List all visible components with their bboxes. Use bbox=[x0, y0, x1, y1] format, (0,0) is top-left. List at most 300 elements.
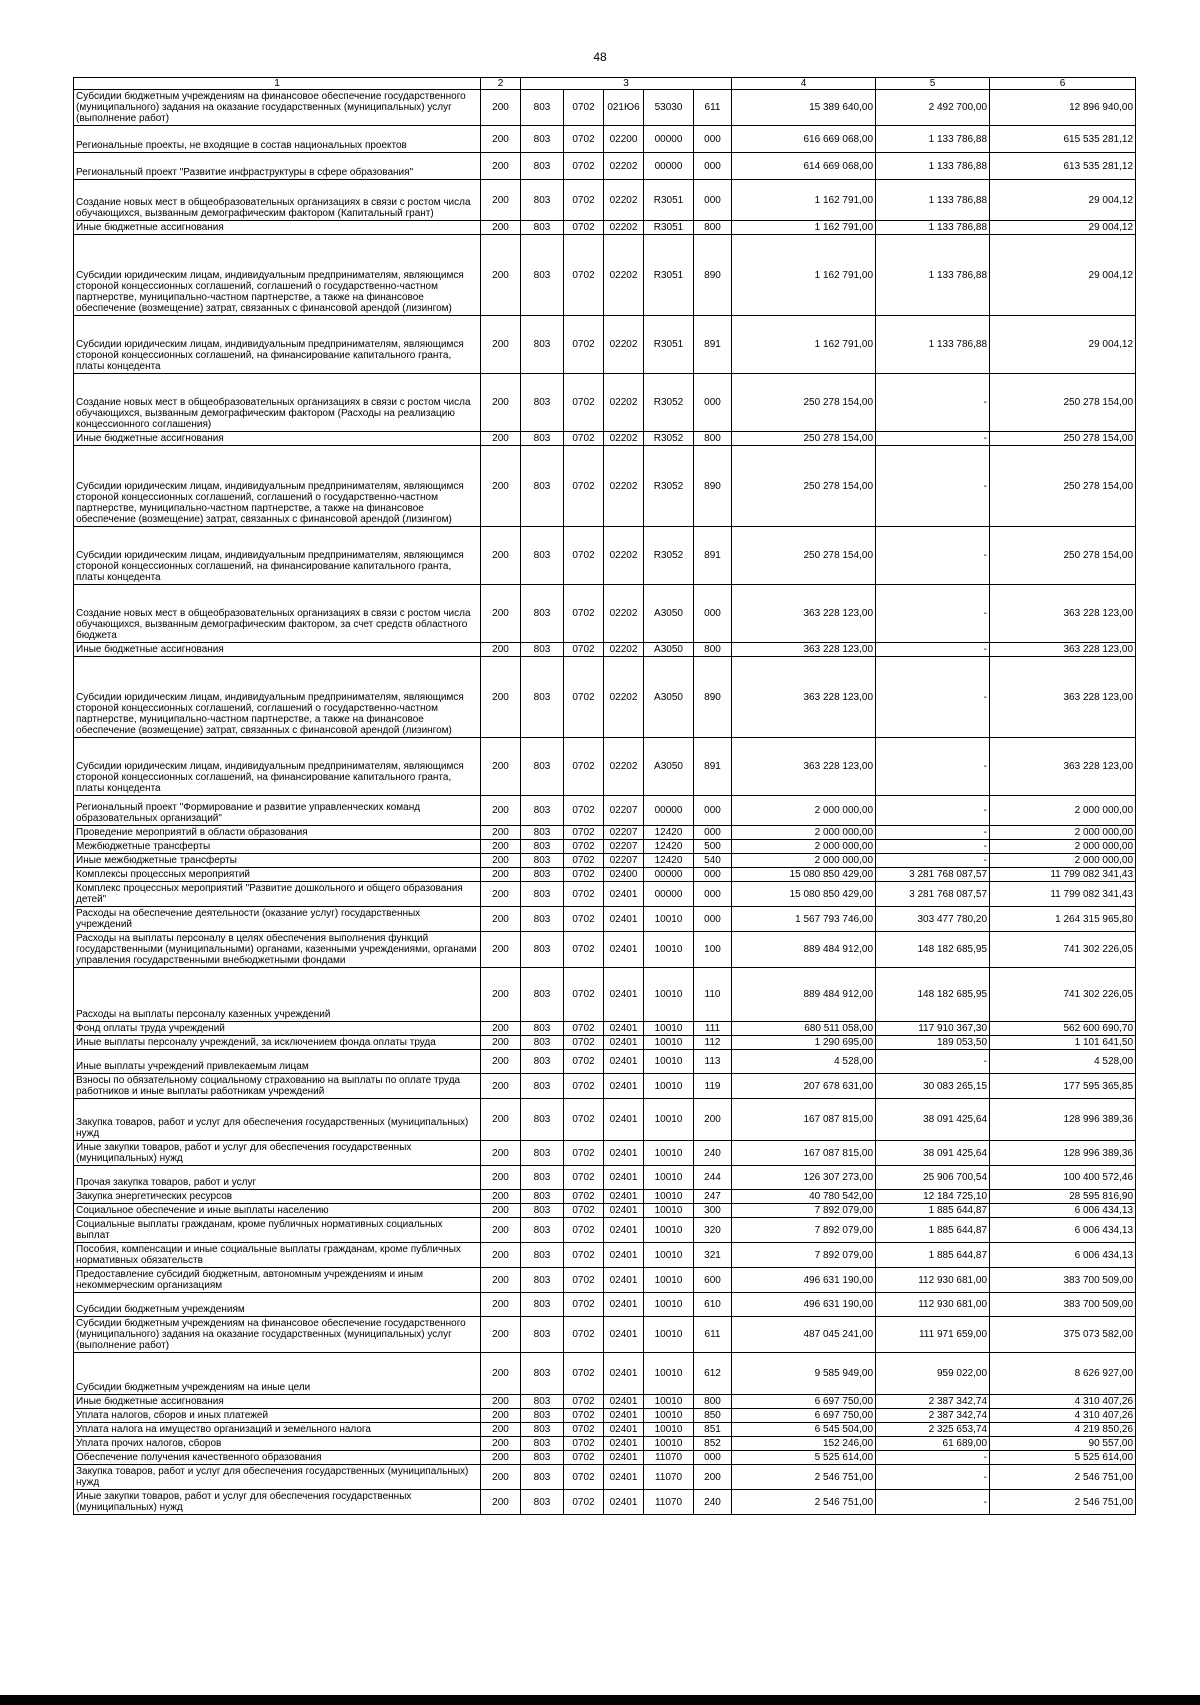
cell-c2: 803 bbox=[521, 1022, 564, 1036]
cell-c1: 200 bbox=[481, 1204, 521, 1218]
scan-bottom-edge bbox=[0, 1695, 1200, 1705]
table-row bbox=[74, 657, 1136, 738]
cell-v6: 562 600 690,70 bbox=[990, 1022, 1136, 1036]
cell-c5: R3051 bbox=[644, 180, 694, 221]
cell-c1: 200 bbox=[481, 1437, 521, 1451]
cell-name: Иные выплаты учреждений привлекаемым лицам bbox=[74, 1050, 481, 1074]
table-row bbox=[74, 1218, 1136, 1243]
cell-c2: 803 bbox=[521, 1099, 564, 1141]
cell-c5: 11070 bbox=[644, 1451, 694, 1465]
cell-name: Социальное обеспечение и иные выплаты населению bbox=[74, 1204, 481, 1218]
cell-c6: 119 bbox=[694, 1074, 732, 1099]
cell-c3: 0702 bbox=[564, 1317, 604, 1353]
cell-v5: - bbox=[876, 1451, 990, 1465]
cell-c6: 800 bbox=[694, 432, 732, 446]
cell-v4: 1 290 695,00 bbox=[732, 1036, 876, 1050]
cell-v4: 15 080 850 429,00 bbox=[732, 868, 876, 882]
cell-v6: 615 535 281,12 bbox=[990, 126, 1136, 153]
cell-c6: 300 bbox=[694, 1204, 732, 1218]
cell-name: Расходы на выплаты персоналу в целях обеспечения выполнения функций государственными (муниципальными) органами, казенными учреждениями, органами управления государственными внебюджетными фондами bbox=[74, 932, 481, 968]
cell-name: Обеспечение получения качественного образования bbox=[74, 1451, 481, 1465]
cell-v4: 1 162 791,00 bbox=[732, 180, 876, 221]
cell-c2: 803 bbox=[521, 1317, 564, 1353]
cell-name: Предоставление субсидий бюджетным, автономным учреждениям и иным некоммерческим организациям bbox=[74, 1268, 481, 1293]
cell-c4: 02401 bbox=[604, 1437, 644, 1451]
cell-c1: 200 bbox=[481, 968, 521, 1022]
cell-v4: 7 892 079,00 bbox=[732, 1218, 876, 1243]
cell-v4: 2 546 751,00 bbox=[732, 1465, 876, 1490]
cell-c6: 891 bbox=[694, 738, 732, 796]
cell-c5: 10010 bbox=[644, 1243, 694, 1268]
cell-v4: 496 631 190,00 bbox=[732, 1293, 876, 1317]
cell-c1: 200 bbox=[481, 1099, 521, 1141]
cell-c5: 10010 bbox=[644, 1268, 694, 1293]
cell-v5: - bbox=[876, 854, 990, 868]
table-row bbox=[74, 153, 1136, 180]
cell-c5: R3051 bbox=[644, 235, 694, 316]
cell-c3: 0702 bbox=[564, 1353, 604, 1395]
cell-name: Иные закупки товаров, работ и услуг для обеспечения государственных (муниципальных) нужд bbox=[74, 1490, 481, 1515]
cell-c3: 0702 bbox=[564, 1243, 604, 1268]
header-col-1: 1 bbox=[74, 78, 481, 90]
cell-c2: 803 bbox=[521, 1218, 564, 1243]
cell-c2: 803 bbox=[521, 432, 564, 446]
cell-c6: 000 bbox=[694, 868, 732, 882]
cell-c4: 02401 bbox=[604, 1022, 644, 1036]
cell-v4: 363 228 123,00 bbox=[732, 643, 876, 657]
cell-c3: 0702 bbox=[564, 374, 604, 432]
cell-c4: 02207 bbox=[604, 840, 644, 854]
cell-c3: 0702 bbox=[564, 1490, 604, 1515]
cell-c4: 02401 bbox=[604, 1218, 644, 1243]
cell-c1: 200 bbox=[481, 1050, 521, 1074]
table-row bbox=[74, 585, 1136, 643]
cell-v4: 1 162 791,00 bbox=[732, 235, 876, 316]
cell-c6: 111 bbox=[694, 1022, 732, 1036]
cell-c2: 803 bbox=[521, 126, 564, 153]
cell-c1: 200 bbox=[481, 854, 521, 868]
cell-c2: 803 bbox=[521, 1395, 564, 1409]
cell-c3: 0702 bbox=[564, 527, 604, 585]
cell-c5: 10010 bbox=[644, 1204, 694, 1218]
cell-c4: 02401 bbox=[604, 1074, 644, 1099]
cell-v4: 6 697 750,00 bbox=[732, 1395, 876, 1409]
cell-c6: 600 bbox=[694, 1268, 732, 1293]
cell-v5: 2 387 342,74 bbox=[876, 1395, 990, 1409]
cell-v5: 148 182 685,95 bbox=[876, 968, 990, 1022]
cell-c4: 02202 bbox=[604, 738, 644, 796]
cell-c1: 200 bbox=[481, 1036, 521, 1050]
cell-c1: 200 bbox=[481, 882, 521, 907]
cell-c1: 200 bbox=[481, 1490, 521, 1515]
cell-c3: 0702 bbox=[564, 153, 604, 180]
cell-c1: 200 bbox=[481, 221, 521, 235]
table-row bbox=[74, 1022, 1136, 1036]
table-row bbox=[74, 1423, 1136, 1437]
header-col-6: 6 bbox=[990, 78, 1136, 90]
cell-c5: 10010 bbox=[644, 1395, 694, 1409]
cell-c5: R3052 bbox=[644, 527, 694, 585]
cell-name: Иные бюджетные ассигнования bbox=[74, 1395, 481, 1409]
cell-c2: 803 bbox=[521, 153, 564, 180]
cell-c1: 200 bbox=[481, 585, 521, 643]
cell-c5: 10010 bbox=[644, 1317, 694, 1353]
cell-v4: 889 484 912,00 bbox=[732, 968, 876, 1022]
cell-c5: А3050 bbox=[644, 738, 694, 796]
cell-c1: 200 bbox=[481, 153, 521, 180]
cell-c6: 611 bbox=[694, 90, 732, 126]
cell-c3: 0702 bbox=[564, 657, 604, 738]
cell-c1: 200 bbox=[481, 1409, 521, 1423]
cell-v4: 250 278 154,00 bbox=[732, 446, 876, 527]
cell-v5: 25 906 700,54 bbox=[876, 1166, 990, 1190]
cell-v6: 128 996 389,36 bbox=[990, 1141, 1136, 1166]
cell-c6: 000 bbox=[694, 153, 732, 180]
cell-c5: R3052 bbox=[644, 446, 694, 527]
cell-c4: 02202 bbox=[604, 180, 644, 221]
cell-name: Субсидии юридическим лицам, индивидуальным предпринимателям, являющимся стороной концессионных соглашений, соглашений о государственно-частном партнерстве, муниципально-частном партнерстве, а также на финансовое обеспечение (возмещение) затрат, связанных с финансовой арендой (лизингом) bbox=[74, 657, 481, 738]
cell-c2: 803 bbox=[521, 796, 564, 826]
cell-c1: 200 bbox=[481, 374, 521, 432]
cell-c5: 12420 bbox=[644, 826, 694, 840]
cell-name: Создание новых мест в общеобразовательных организациях в связи с ростом числа обучающихся, вызванным демографическим фактором (Расходы на реализацию концессионного соглашения) bbox=[74, 374, 481, 432]
cell-name: Субсидии юридическим лицам, индивидуальным предпринимателям, являющимся стороной концессионных соглашений, на финансирование капитального гранта, платы концедента bbox=[74, 738, 481, 796]
cell-c5: 00000 bbox=[644, 882, 694, 907]
cell-c4: 02401 bbox=[604, 1050, 644, 1074]
cell-v6: 375 073 582,00 bbox=[990, 1317, 1136, 1353]
cell-v6: 613 535 281,12 bbox=[990, 153, 1136, 180]
cell-c4: 02401 bbox=[604, 1353, 644, 1395]
cell-name: Создание новых мест в общеобразовательных организациях в связи с ростом числа обучающихся, вызванным демографическим фактором (Капитальный грант) bbox=[74, 180, 481, 221]
cell-c1: 200 bbox=[481, 90, 521, 126]
cell-c2: 803 bbox=[521, 826, 564, 840]
cell-c1: 200 bbox=[481, 432, 521, 446]
cell-c6: 612 bbox=[694, 1353, 732, 1395]
cell-name: Региональный проект "Развитие инфраструктуры в сфере образования" bbox=[74, 153, 481, 180]
cell-v5: 112 930 681,00 bbox=[876, 1268, 990, 1293]
cell-c4: 02401 bbox=[604, 1317, 644, 1353]
table-row bbox=[74, 882, 1136, 907]
cell-c6: 500 bbox=[694, 840, 732, 854]
cell-c4: 02202 bbox=[604, 235, 644, 316]
cell-v6: 2 000 000,00 bbox=[990, 826, 1136, 840]
cell-c2: 803 bbox=[521, 585, 564, 643]
table-row bbox=[74, 1050, 1136, 1074]
cell-v6: 29 004,12 bbox=[990, 180, 1136, 221]
cell-v4: 1 567 793 746,00 bbox=[732, 907, 876, 932]
table-row bbox=[74, 90, 1136, 126]
cell-c6: 540 bbox=[694, 854, 732, 868]
cell-c4: 02207 bbox=[604, 854, 644, 868]
cell-c5: R3052 bbox=[644, 432, 694, 446]
cell-name: Субсидии бюджетным учреждениям на финансовое обеспечение государственного (муниципального) задания на оказание государственных (муниципальных) услуг (выполнение работ) bbox=[74, 90, 481, 126]
cell-c6: 891 bbox=[694, 316, 732, 374]
cell-c1: 200 bbox=[481, 840, 521, 854]
cell-c2: 803 bbox=[521, 868, 564, 882]
cell-c5: 10010 bbox=[644, 1050, 694, 1074]
table-row bbox=[74, 840, 1136, 854]
cell-v6: 28 595 816,90 bbox=[990, 1190, 1136, 1204]
cell-c5: 10010 bbox=[644, 907, 694, 932]
cell-v6: 2 000 000,00 bbox=[990, 854, 1136, 868]
cell-c3: 0702 bbox=[564, 738, 604, 796]
cell-c4: 02202 bbox=[604, 643, 644, 657]
cell-name: Расходы на обеспечение деятельности (оказание услуг) государственных учреждений bbox=[74, 907, 481, 932]
cell-c4: 02401 bbox=[604, 907, 644, 932]
table-row bbox=[74, 1293, 1136, 1317]
cell-name: Иные бюджетные ассигнования bbox=[74, 643, 481, 657]
cell-v4: 250 278 154,00 bbox=[732, 432, 876, 446]
cell-v5: - bbox=[876, 1050, 990, 1074]
cell-c3: 0702 bbox=[564, 1022, 604, 1036]
cell-v5: - bbox=[876, 643, 990, 657]
cell-c5: 12420 bbox=[644, 854, 694, 868]
cell-c4: 02401 bbox=[604, 968, 644, 1022]
cell-v5: 189 053,50 bbox=[876, 1036, 990, 1050]
cell-c4: 02401 bbox=[604, 1243, 644, 1268]
table-row bbox=[74, 1451, 1136, 1465]
table-row bbox=[74, 432, 1136, 446]
cell-v5: 38 091 425,64 bbox=[876, 1099, 990, 1141]
cell-c5: 00000 bbox=[644, 796, 694, 826]
cell-c4: 02202 bbox=[604, 153, 644, 180]
cell-c4: 02401 bbox=[604, 1490, 644, 1515]
cell-c6: 240 bbox=[694, 1141, 732, 1166]
cell-v6: 4 528,00 bbox=[990, 1050, 1136, 1074]
cell-c5: R3051 bbox=[644, 221, 694, 235]
table-row bbox=[74, 868, 1136, 882]
cell-name: Расходы на выплаты персоналу казенных учреждений bbox=[74, 968, 481, 1022]
page-number: 48 bbox=[593, 50, 607, 64]
cell-v6: 8 626 927,00 bbox=[990, 1353, 1136, 1395]
cell-c3: 0702 bbox=[564, 868, 604, 882]
cell-c3: 0702 bbox=[564, 932, 604, 968]
table-row bbox=[74, 643, 1136, 657]
cell-c3: 0702 bbox=[564, 316, 604, 374]
cell-v6: 363 228 123,00 bbox=[990, 643, 1136, 657]
cell-c6: 000 bbox=[694, 374, 732, 432]
cell-name: Субсидии юридическим лицам, индивидуальным предпринимателям, являющимся стороной концессионных соглашений, на финансирование капитального гранта, платы концедента bbox=[74, 527, 481, 585]
cell-c3: 0702 bbox=[564, 1437, 604, 1451]
cell-c5: 10010 bbox=[644, 968, 694, 1022]
cell-c1: 200 bbox=[481, 1218, 521, 1243]
table-row bbox=[74, 1317, 1136, 1353]
cell-v5: 112 930 681,00 bbox=[876, 1293, 990, 1317]
cell-v6: 4 310 407,26 bbox=[990, 1409, 1136, 1423]
cell-c4: 02401 bbox=[604, 1166, 644, 1190]
table-row bbox=[74, 1490, 1136, 1515]
cell-v4: 496 631 190,00 bbox=[732, 1268, 876, 1293]
cell-c6: 000 bbox=[694, 796, 732, 826]
cell-c3: 0702 bbox=[564, 643, 604, 657]
cell-c4: 02401 bbox=[604, 1293, 644, 1317]
cell-c6: 000 bbox=[694, 1451, 732, 1465]
table-row bbox=[74, 1074, 1136, 1099]
cell-c1: 200 bbox=[481, 1268, 521, 1293]
cell-c1: 200 bbox=[481, 235, 521, 316]
cell-c4: 02202 bbox=[604, 657, 644, 738]
cell-c5: 10010 bbox=[644, 1099, 694, 1141]
cell-c2: 803 bbox=[521, 1243, 564, 1268]
table-row bbox=[74, 1437, 1136, 1451]
cell-name: Закупка товаров, работ и услуг для обеспечения государственных (муниципальных) нужд bbox=[74, 1465, 481, 1490]
cell-v4: 152 246,00 bbox=[732, 1437, 876, 1451]
cell-c5: 10010 bbox=[644, 1022, 694, 1036]
cell-c1: 200 bbox=[481, 126, 521, 153]
cell-v4: 614 669 068,00 bbox=[732, 153, 876, 180]
cell-v5: - bbox=[876, 826, 990, 840]
cell-c3: 0702 bbox=[564, 1141, 604, 1166]
cell-v6: 4 310 407,26 bbox=[990, 1395, 1136, 1409]
cell-c6: 851 bbox=[694, 1423, 732, 1437]
table-row bbox=[74, 1166, 1136, 1190]
cell-v6: 90 557,00 bbox=[990, 1437, 1136, 1451]
cell-c6: 100 bbox=[694, 932, 732, 968]
cell-c3: 0702 bbox=[564, 1409, 604, 1423]
cell-c6: 000 bbox=[694, 585, 732, 643]
cell-v6: 29 004,12 bbox=[990, 316, 1136, 374]
cell-c4: 02401 bbox=[604, 1268, 644, 1293]
cell-c6: 000 bbox=[694, 180, 732, 221]
cell-v5: 1 885 644,87 bbox=[876, 1218, 990, 1243]
cell-c3: 0702 bbox=[564, 126, 604, 153]
cell-v4: 6 697 750,00 bbox=[732, 1409, 876, 1423]
cell-c2: 803 bbox=[521, 374, 564, 432]
cell-v6: 177 595 365,85 bbox=[990, 1074, 1136, 1099]
table-row bbox=[74, 1036, 1136, 1050]
cell-name: Региональные проекты, не входящие в состав национальных проектов bbox=[74, 126, 481, 153]
cell-c6: 890 bbox=[694, 235, 732, 316]
cell-c6: 247 bbox=[694, 1190, 732, 1204]
cell-c1: 200 bbox=[481, 657, 521, 738]
cell-name: Закупка энергетических ресурсов bbox=[74, 1190, 481, 1204]
cell-v5: 2 325 653,74 bbox=[876, 1423, 990, 1437]
cell-c2: 803 bbox=[521, 643, 564, 657]
cell-v5: - bbox=[876, 796, 990, 826]
table-row bbox=[74, 738, 1136, 796]
cell-v6: 250 278 154,00 bbox=[990, 446, 1136, 527]
cell-v6: 250 278 154,00 bbox=[990, 374, 1136, 432]
cell-c3: 0702 bbox=[564, 221, 604, 235]
cell-v6: 4 219 850,26 bbox=[990, 1423, 1136, 1437]
cell-v4: 126 307 273,00 bbox=[732, 1166, 876, 1190]
cell-v5: - bbox=[876, 446, 990, 527]
cell-c4: 02202 bbox=[604, 374, 644, 432]
cell-v4: 1 162 791,00 bbox=[732, 221, 876, 235]
cell-name: Иные закупки товаров, работ и услуг для обеспечения государственных (муниципальных) нужд bbox=[74, 1141, 481, 1166]
cell-c3: 0702 bbox=[564, 1074, 604, 1099]
cell-c3: 0702 bbox=[564, 1099, 604, 1141]
table-row bbox=[74, 854, 1136, 868]
cell-name: Закупка товаров, работ и услуг для обеспечения государственных (муниципальных) нужд bbox=[74, 1099, 481, 1141]
table-row bbox=[74, 1099, 1136, 1141]
cell-c6: 000 bbox=[694, 907, 732, 932]
cell-c6: 000 bbox=[694, 882, 732, 907]
cell-v6: 2 546 751,00 bbox=[990, 1465, 1136, 1490]
cell-v4: 167 087 815,00 bbox=[732, 1141, 876, 1166]
cell-c1: 200 bbox=[481, 907, 521, 932]
cell-c2: 803 bbox=[521, 932, 564, 968]
cell-c6: 200 bbox=[694, 1465, 732, 1490]
cell-c1: 200 bbox=[481, 932, 521, 968]
table-row bbox=[74, 1353, 1136, 1395]
cell-name: Субсидии бюджетным учреждениям на иные цели bbox=[74, 1353, 481, 1395]
cell-c3: 0702 bbox=[564, 1293, 604, 1317]
cell-c1: 200 bbox=[481, 1395, 521, 1409]
cell-c2: 803 bbox=[521, 1437, 564, 1451]
cell-v4: 2 000 000,00 bbox=[732, 796, 876, 826]
cell-v4: 6 545 504,00 bbox=[732, 1423, 876, 1437]
cell-c6: 611 bbox=[694, 1317, 732, 1353]
cell-c2: 803 bbox=[521, 1409, 564, 1423]
cell-c5: 10010 bbox=[644, 1141, 694, 1166]
cell-c6: 113 bbox=[694, 1050, 732, 1074]
cell-v5: - bbox=[876, 585, 990, 643]
cell-v5: 1 133 786,88 bbox=[876, 316, 990, 374]
cell-c3: 0702 bbox=[564, 446, 604, 527]
cell-c4: 02207 bbox=[604, 796, 644, 826]
table-body bbox=[74, 90, 1136, 1515]
cell-c4: 02207 bbox=[604, 826, 644, 840]
cell-name: Уплата прочих налогов, сборов bbox=[74, 1437, 481, 1451]
cell-c6: 800 bbox=[694, 221, 732, 235]
cell-v6: 12 896 940,00 bbox=[990, 90, 1136, 126]
cell-v5: - bbox=[876, 374, 990, 432]
cell-c1: 200 bbox=[481, 180, 521, 221]
cell-name: Субсидии юридическим лицам, индивидуальным предпринимателям, являющимся стороной концессионных соглашений, соглашений о государственно-частном партнерстве, муниципально-частном партнерстве, а также на финансовое обеспечение (возмещение) затрат, связанных с финансовой арендой (лизингом) bbox=[74, 235, 481, 316]
cell-c2: 803 bbox=[521, 1036, 564, 1050]
cell-c5: 00000 bbox=[644, 868, 694, 882]
cell-c5: 10010 bbox=[644, 1218, 694, 1243]
cell-c1: 200 bbox=[481, 1465, 521, 1490]
cell-c2: 803 bbox=[521, 1268, 564, 1293]
table-row bbox=[74, 1190, 1136, 1204]
cell-c5: 10010 bbox=[644, 1190, 694, 1204]
cell-c4: 02200 bbox=[604, 126, 644, 153]
cell-c4: 02401 bbox=[604, 1409, 644, 1423]
cell-c5: 00000 bbox=[644, 153, 694, 180]
cell-v5: 3 281 768 087,57 bbox=[876, 882, 990, 907]
cell-name: Субсидии юридическим лицам, индивидуальным предпринимателям, являющимся стороной концессионных соглашений, соглашений о государственно-частном партнерстве, муниципально-частном партнерстве, а также на финансовое обеспечение (возмещение) затрат, связанных с финансовой арендой (лизингом) bbox=[74, 446, 481, 527]
header-col-2: 2 bbox=[481, 78, 521, 90]
cell-c1: 200 bbox=[481, 1141, 521, 1166]
cell-c4: 02202 bbox=[604, 446, 644, 527]
cell-c1: 200 bbox=[481, 1190, 521, 1204]
table-row bbox=[74, 968, 1136, 1022]
cell-c3: 0702 bbox=[564, 235, 604, 316]
table-row bbox=[74, 1409, 1136, 1423]
cell-v6: 1 101 641,50 bbox=[990, 1036, 1136, 1050]
cell-v5: - bbox=[876, 840, 990, 854]
cell-c2: 803 bbox=[521, 1293, 564, 1317]
cell-name: Иные бюджетные ассигнования bbox=[74, 432, 481, 446]
cell-c4: 02401 bbox=[604, 1395, 644, 1409]
cell-c2: 803 bbox=[521, 1465, 564, 1490]
table-row bbox=[74, 1243, 1136, 1268]
cell-c2: 803 bbox=[521, 882, 564, 907]
cell-v4: 250 278 154,00 bbox=[732, 527, 876, 585]
cell-c6: 852 bbox=[694, 1437, 732, 1451]
cell-c6: 000 bbox=[694, 126, 732, 153]
cell-v5: 1 133 786,88 bbox=[876, 180, 990, 221]
cell-c5: 10010 bbox=[644, 1423, 694, 1437]
cell-c5: 10010 bbox=[644, 1074, 694, 1099]
cell-v5: 1 885 644,87 bbox=[876, 1204, 990, 1218]
table-row bbox=[74, 1395, 1136, 1409]
cell-v5: 117 910 367,30 bbox=[876, 1022, 990, 1036]
cell-c3: 0702 bbox=[564, 1268, 604, 1293]
cell-name: Комплексы процессных мероприятий bbox=[74, 868, 481, 882]
